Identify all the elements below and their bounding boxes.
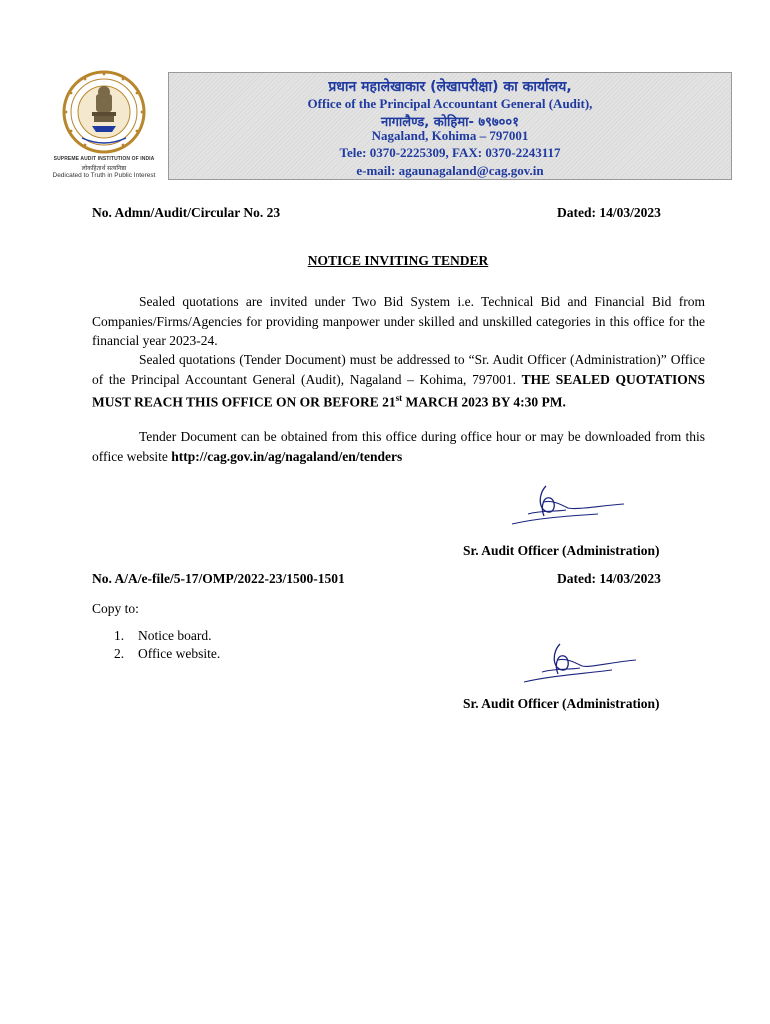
list-item bbox=[114, 627, 220, 645]
letterhead-place: Nagaland, Kohima – 797001 bbox=[371, 128, 529, 143]
copy-to-label: Copy to: bbox=[92, 601, 139, 616]
memo-number: No. A/A/e-file/5-17/OMP/2022-23/1500-1501 bbox=[92, 571, 345, 586]
letterhead-office: Office of the Principal Accountant General (Audit), bbox=[307, 96, 593, 111]
paragraph-2-text: Sealed quotations (Tender Document) must be addressed to “Sr. Audit Officer (Administration)” Office of the Principal Accountant General (Audit), Nagaland – Kohima, 797001. bbox=[92, 352, 705, 387]
paragraph-2-deadline-end: MARCH 2023 BY 4:30 PM. bbox=[402, 394, 566, 410]
paragraph-3-text: Tender Document can be obtained from this office during office hour or may be downloaded from this office website bbox=[92, 429, 705, 464]
list-item-number: 2. bbox=[114, 646, 125, 661]
paragraph-2 bbox=[92, 350, 705, 412]
copy-to-list bbox=[114, 627, 220, 663]
paragraph-3 bbox=[92, 427, 705, 466]
notice-title: NOTICE INVITING TENDER bbox=[307, 253, 489, 268]
list-item bbox=[114, 645, 220, 663]
letterhead-email: e-mail: agaunagaland@cag.gov.in bbox=[356, 163, 544, 178]
cag-logo bbox=[52, 68, 156, 184]
paragraph-1: Sealed quotations are invited under Two Bid System i.e. Technical Bid and Financial Bid from Companies/Firms/Agencies for providing manpower under skilled and unskilled categories in this office for the financial year 2023-24. bbox=[92, 294, 705, 348]
logo-tagline: Dedicated to Truth in Public Interest bbox=[52, 172, 156, 179]
memo-date: Dated: 14/03/2023 bbox=[557, 571, 661, 586]
letterhead-phone: Tele: 0370-2225309, FAX: 0370-2243117 bbox=[339, 145, 561, 160]
letterhead-hindi-place: नागालैण्ड, कोहिमा- ७९७००१ bbox=[381, 115, 519, 130]
paragraph-2-superscript: st bbox=[395, 393, 403, 403]
emblem-icon bbox=[52, 68, 156, 156]
tender-website-link[interactable]: http://cag.gov.in/ag/nagaland/en/tenders bbox=[171, 448, 403, 464]
circular-number: No. Admn/Audit/Circular No. 23 bbox=[92, 205, 281, 220]
signatory-title-2: Sr. Audit Officer (Administration) bbox=[463, 696, 660, 711]
signature-1-image bbox=[508, 480, 628, 530]
logo-caption-hindi: लोकहितार्थ सत्यनिष्ठा bbox=[81, 166, 127, 172]
list-item-text: Office website. bbox=[138, 646, 221, 661]
logo-caption-english: SUPREME AUDIT INSTITUTION OF INDIA bbox=[53, 156, 155, 162]
signatory-title-1: Sr. Audit Officer (Administration) bbox=[463, 543, 660, 558]
circular-date: Dated: 14/03/2023 bbox=[557, 205, 661, 220]
letterhead-hindi-title: प्रधान महालेखाकार (लेखापरीक्षा) का कार्यालय, bbox=[328, 79, 572, 95]
letterhead-box bbox=[168, 72, 732, 180]
list-item-text: Notice board. bbox=[138, 628, 212, 643]
signature-2-image bbox=[520, 638, 640, 688]
paragraph-2-deadline: THE SEALED QUOTATIONS MUST REACH THIS OFFICE ON OR BEFORE 21 bbox=[92, 371, 705, 410]
list-item-number: 1. bbox=[114, 628, 125, 643]
